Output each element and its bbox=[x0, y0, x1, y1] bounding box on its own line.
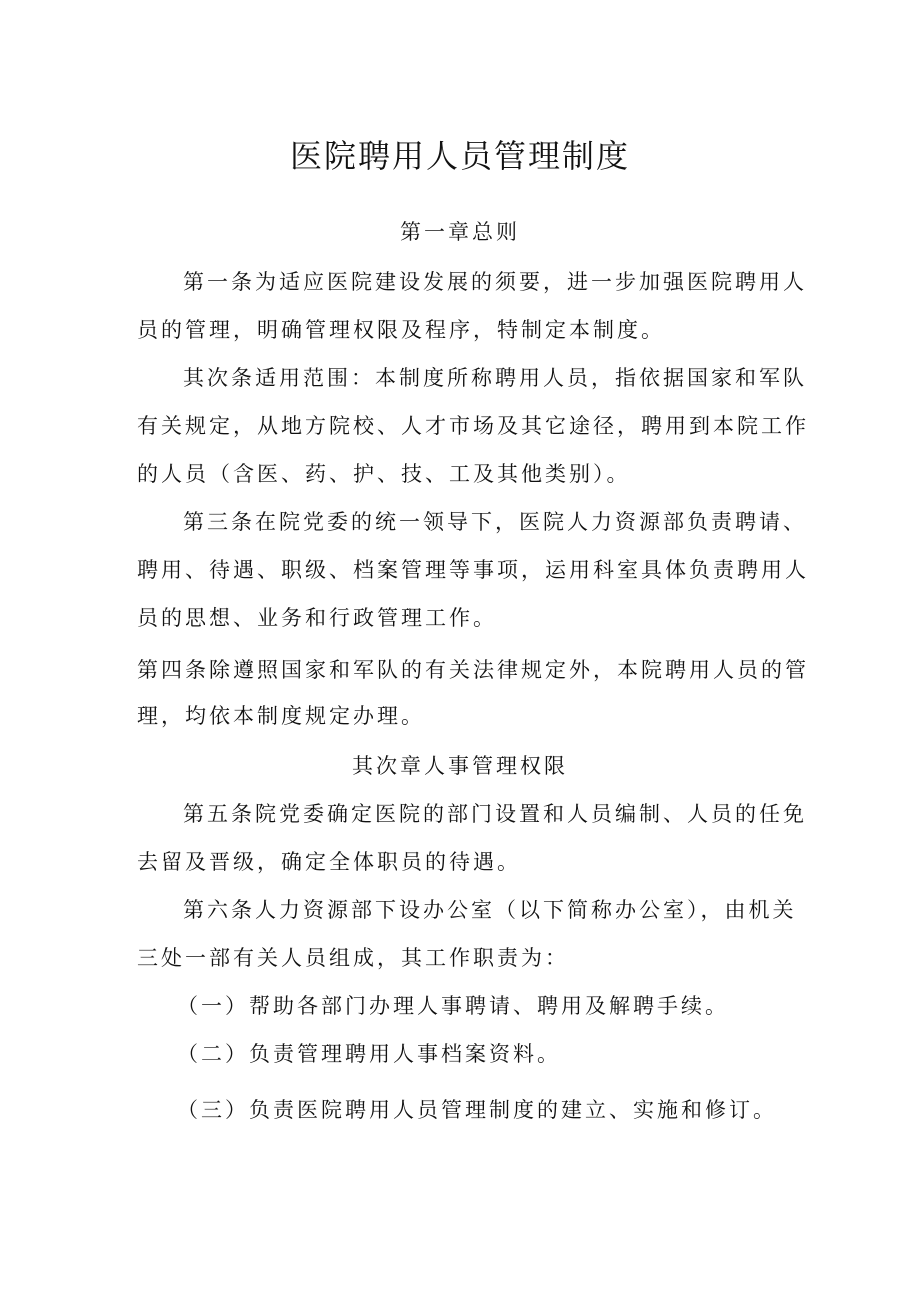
article-6-line-2: 三处一部有关人员组成，其工作职责为： bbox=[137, 946, 569, 970]
article-2-line-3: 的人员（含医、药、护、技、工及其他类别）。 bbox=[137, 462, 631, 486]
article-2-line-1: 其次条适用范围：本制度所称聘用人员，指依据国家和军队 bbox=[183, 366, 807, 390]
duty-item-3: （三）负责医院聘用人员管理制度的建立、实施和修订。 bbox=[177, 1098, 777, 1122]
article-3-line-3: 员的思想、业务和行政管理工作。 bbox=[137, 606, 497, 630]
article-1-line-1: 第一条为适应医院建设发展的须要，进一步加强医院聘用人 bbox=[183, 270, 807, 294]
article-4-line-2: 理，均依本制度规定办理。 bbox=[137, 704, 425, 728]
article-1-line-2: 员的管理，明确管理权限及程序，特制定本制度。 bbox=[137, 318, 665, 342]
article-5-line-1: 第五条院党委确定医院的部门设置和人员编制、人员的任免 bbox=[183, 802, 807, 826]
article-2-line-2: 有关规定，从地方院校、人才市场及其它途径，聘用到本院工作 bbox=[137, 414, 809, 438]
duty-item-2: （二）负责管理聘用人事档案资料。 bbox=[177, 1042, 561, 1066]
chapter-1-heading: 第一章总则 bbox=[400, 220, 520, 244]
article-5-line-2: 去留及晋级，确定全体职员的待遇。 bbox=[137, 850, 521, 874]
article-6-line-1: 第六条人力资源部下设办公室（以下简称办公室），由机关 bbox=[183, 898, 797, 922]
document-title: 医院聘用人员管理制度 bbox=[289, 137, 630, 175]
article-3-line-1: 第三条在院党委的统一领导下，医院人力资源部负责聘请、 bbox=[183, 510, 807, 534]
chapter-2-heading: 其次章人事管理权限 bbox=[352, 754, 568, 778]
article-4-line-1: 第四条除遵照国家和军队的有关法律规定外，本院聘用人员的管 bbox=[137, 658, 809, 682]
article-3-line-2: 聘用、待遇、职级、档案管理等事项，运用科室具体负责聘用人 bbox=[137, 558, 809, 582]
duty-item-1: （一）帮助各部门办理人事聘请、聘用及解聘手续。 bbox=[177, 994, 729, 1018]
